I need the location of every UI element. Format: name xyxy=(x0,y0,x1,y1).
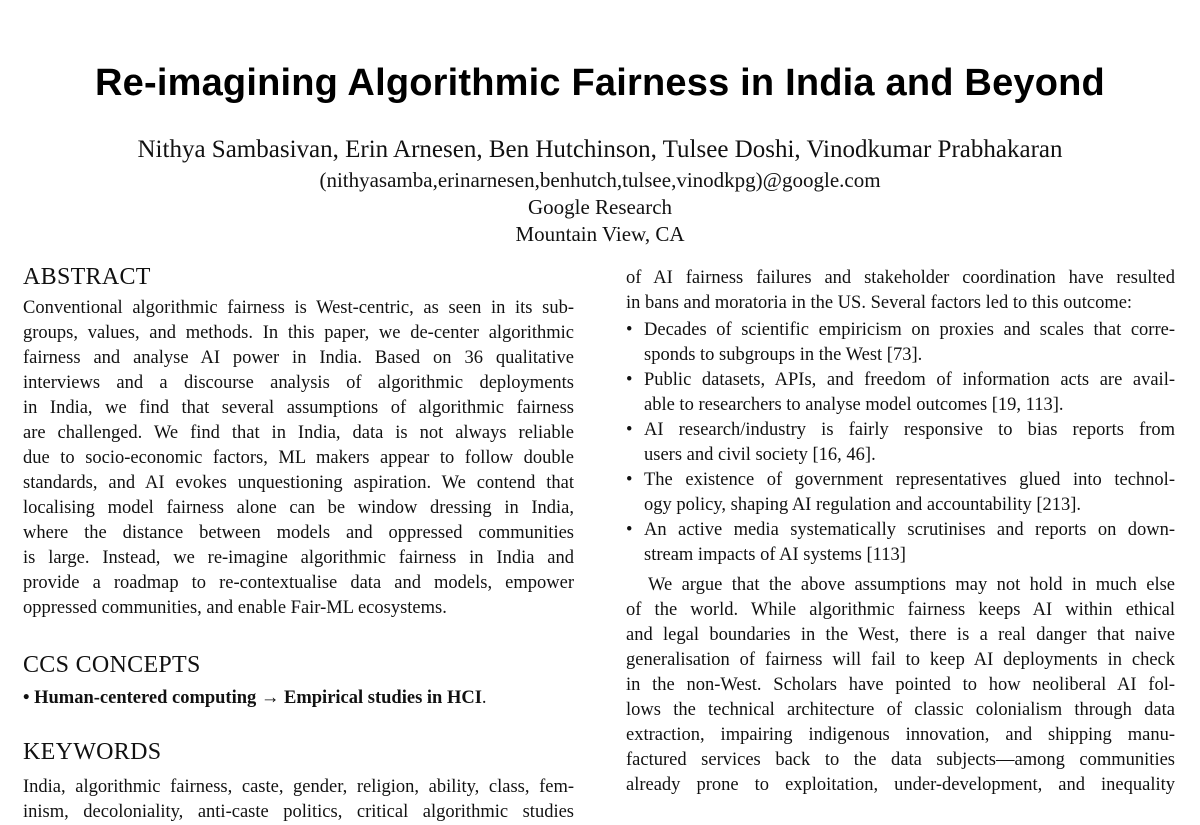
argument-line: factured services back to the data subjects—among communities xyxy=(626,750,1175,770)
right-column xyxy=(626,266,1175,798)
factor-item xyxy=(626,468,1175,518)
abstract-body xyxy=(23,296,574,621)
factor-item xyxy=(626,318,1175,368)
left-column xyxy=(23,262,574,825)
argument-line: already prone to exploitation, under-development, and inequality xyxy=(626,775,1175,795)
affiliation-location: Mountain View, CA xyxy=(515,222,685,246)
bullet-dot: • xyxy=(626,470,633,490)
keywords-line: India, algorithmic fairness, caste, gender, religion, ability, class, fem- xyxy=(23,777,574,797)
abstract-line: standards, and AI evokes unquestioning aspiration. We contend that xyxy=(23,473,574,493)
intro-paragraph xyxy=(626,266,1175,316)
abstract-line: oppressed communities, and enable Fair-ML ecosystems. xyxy=(23,598,447,618)
factor-line: stream impacts of AI systems [113] xyxy=(644,545,906,565)
ccs-concepts xyxy=(23,686,574,711)
abstract-heading: ABSTRACT xyxy=(23,264,151,290)
argument-line: We argue that the above assumptions may not hold in much else xyxy=(648,575,1175,595)
abstract-line: is large. Instead, we re-imagine algorithmic fairness in India and xyxy=(23,548,574,568)
intro-line: in bans and moratoria in the US. Several factors led to this outcome: xyxy=(626,293,1133,313)
factor-line: The existence of government representatives glued into technol- xyxy=(644,470,1175,490)
abstract-line: interviews and a discourse analysis of algorithmic deployments xyxy=(23,373,574,393)
argument-paragraph xyxy=(626,573,1175,798)
bullet-dot: • xyxy=(626,420,633,440)
ccs-heading: CCS CONCEPTS xyxy=(23,652,201,678)
factor-line: users and civil society [16, 46]. xyxy=(644,445,876,465)
abstract-line: in India, we find that several assumptions of algorithmic fairness xyxy=(23,398,574,418)
abstract-line: are challenged. We find that in India, data is not always reliable xyxy=(23,423,574,443)
factor-line: Public datasets, APIs, and freedom of information acts are avail- xyxy=(644,370,1175,390)
factor-line: AI research/industry is fairly responsive to bias reports from xyxy=(644,420,1175,440)
abstract-line: Conventional algorithmic fairness is West-centric, as seen in its sub- xyxy=(23,298,574,318)
abstract-line: localising model fairness alone can be window dressing in India, xyxy=(23,498,574,518)
keywords-heading: KEYWORDS xyxy=(23,739,162,765)
paper-title: Re-imagining Algorithmic Fairness in India and Beyond xyxy=(95,62,1105,104)
factor-line: An active media systematically scrutinises and reports on down- xyxy=(644,520,1175,540)
abstract-line: where the distance between models and oppressed communities xyxy=(23,523,574,543)
factor-line: Decades of scientific empiricism on proxies and scales that corre- xyxy=(644,320,1175,340)
argument-line: in the non-West. Scholars have pointed to how neoliberal AI fol- xyxy=(626,675,1175,695)
factor-line: ogy policy, shaping AI regulation and accountability [213]. xyxy=(644,495,1082,515)
abstract-line: fairness and analyse AI power in India. Based on 36 qualitative xyxy=(23,348,574,368)
author-list: Nithya Sambasivan, Erin Arnesen, Ben Hutchinson, Tulsee Doshi, Vinodkumar Prabhakaran xyxy=(137,136,1063,163)
ccs-concept-text: Human-centered computing → Empirical studies in HCI xyxy=(34,688,482,708)
factor-item xyxy=(626,518,1175,568)
bullet-dot: • xyxy=(626,370,633,390)
argument-line: and legal boundaries in the West, there is a real danger that naive xyxy=(626,625,1175,645)
abstract-line: groups, values, and methods. In this paper, we de-center algorithmic xyxy=(23,323,574,343)
ccs-bullet: • xyxy=(23,688,30,708)
ccs-period: . xyxy=(481,688,487,708)
bullet-dot: • xyxy=(626,320,633,340)
bullet-dot: • xyxy=(626,520,633,540)
argument-line: generalisation of fairness will fail to keep AI deployments in check xyxy=(626,650,1175,670)
keywords-body xyxy=(23,775,574,825)
affiliation-org: Google Research xyxy=(527,195,673,219)
author-email: (nithyasamba,erinarnesen,benhutch,tulsee,vinodkpg)@google.com xyxy=(319,168,881,192)
intro-line: of AI fairness failures and stakeholder coordination have resulted xyxy=(626,268,1175,288)
factor-line: able to researchers to analyse model outcomes [19, 113]. xyxy=(644,395,1064,415)
factor-item xyxy=(626,368,1175,418)
argument-line: of the world. While algorithmic fairness keeps AI within ethical xyxy=(626,600,1175,620)
factor-line: sponds to subgroups in the West [73]. xyxy=(644,345,923,365)
argument-line: extraction, impairing indigenous innovation, and shipping manu- xyxy=(626,725,1175,745)
factor-item xyxy=(626,418,1175,468)
factor-list xyxy=(626,318,1175,568)
abstract-line: provide a roadmap to re-contextualise data and models, empower xyxy=(23,573,574,593)
abstract-line: due to socio-economic factors, ML makers appear to follow double xyxy=(23,448,574,468)
keywords-line: inism, decoloniality, anti-caste politics, critical algorithmic studies xyxy=(23,802,574,822)
argument-line: lows the technical architecture of classic colonialism through data xyxy=(626,700,1175,720)
